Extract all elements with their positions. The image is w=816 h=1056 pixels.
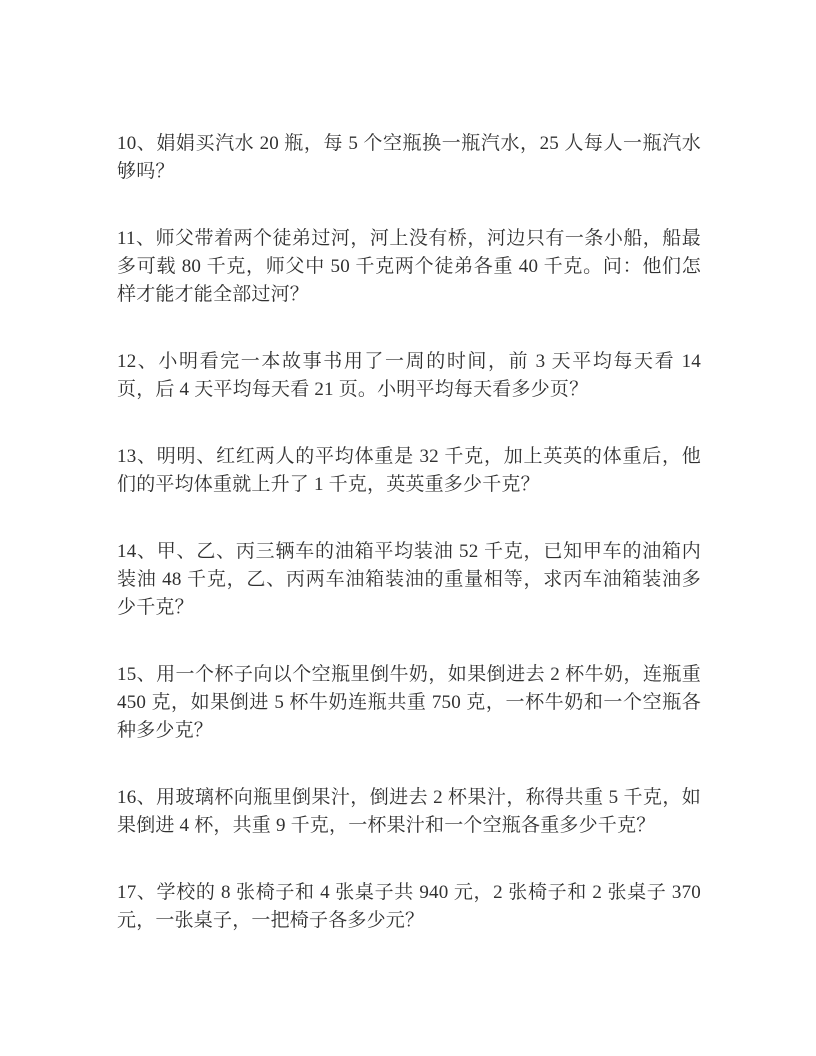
document-body bbox=[117, 130, 701, 935]
problem-11: 11、师父带着两个徒弟过河，河上没有桥，河边只有一条小船，船最多可载 80 千克，师父中 50 千克两个徒弟各重 40 千克。问：他们怎样才能才能全部过河？ bbox=[117, 228, 701, 305]
problem-12: 12、小明看完一本故事书用了一周的时间，前 3 天平均每天看 14 页，后 4 天平均每天看 21 页。小明平均每天看多少页？ bbox=[117, 351, 701, 400]
problem-17: 17、学校的 8 张椅子和 4 张桌子共 940 元，2 张椅子和 2 张桌子 370 元，一张桌子，一把椅子各多少元？ bbox=[117, 882, 701, 931]
problem-14: 14、甲、乙、丙三辆车的油箱平均装油 52 千克，已知甲车的油箱内装油 48 千克，乙、丙两车油箱装油的重量相等，求丙车油箱装油多少千克？ bbox=[117, 541, 701, 618]
problem-13: 13、明明、红红两人的平均体重是 32 千克，加上英英的体重后，他们的平均体重就上升了 1 千克，英英重多少千克？ bbox=[117, 446, 701, 495]
problem-10: 10、娟娟买汽水 20 瓶，每 5 个空瓶换一瓶汽水，25 人每人一瓶汽水够吗？ bbox=[117, 133, 701, 182]
problem-15: 15、用一个杯子向以个空瓶里倒牛奶，如果倒进去 2 杯牛奶，连瓶重 450 克，如果倒进 5 杯牛奶连瓶共重 750 克，一杯牛奶和一个空瓶各种多少克？ bbox=[117, 664, 701, 741]
problem-16: 16、用玻璃杯向瓶里倒果汁，倒进去 2 杯果汁，称得共重 5 千克，如果倒进 4 杯，共重 9 千克，一杯果汁和一个空瓶各重多少千克？ bbox=[117, 787, 701, 836]
